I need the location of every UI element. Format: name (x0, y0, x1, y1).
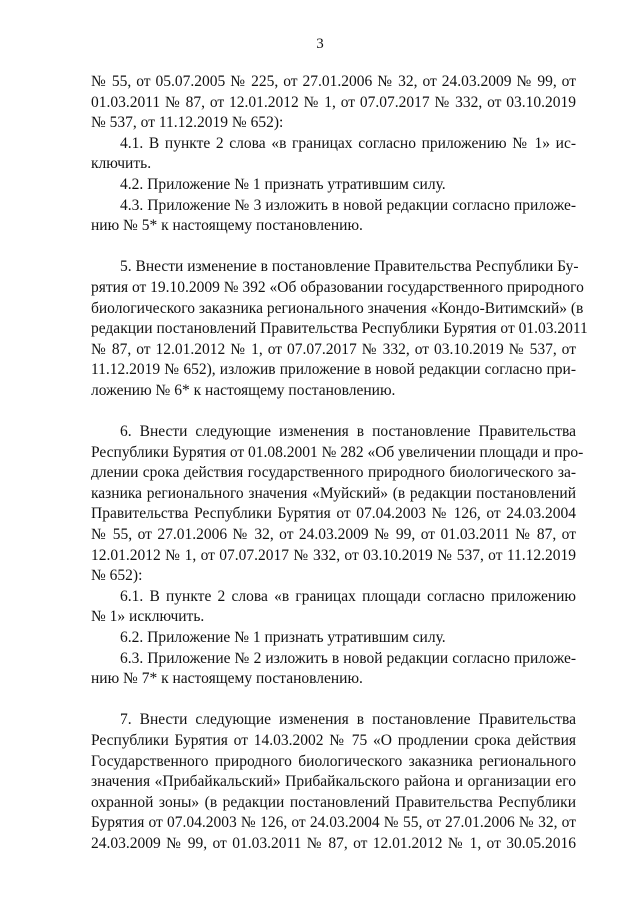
document-body (91, 72, 588, 855)
paragraph (91, 72, 576, 134)
paragraph (91, 422, 584, 587)
text-line: № 1» исключить. (91, 608, 205, 626)
text-line: 5. Внести изменение в постановление Правительства Республики Бу- (120, 258, 579, 276)
text-line: 4.3. Приложение № 3 изложить в новой редакции согласно приложе- (120, 196, 576, 214)
text-line: 4.2. Приложение № 1 признать утратившим силу. (120, 175, 446, 193)
paragraph (91, 587, 576, 628)
text-line: Республики Бурятия от 01.08.2001 № 282 «Об увеличении площади и про- (91, 443, 584, 461)
text-line: ключить. (91, 155, 152, 173)
paragraph-gap (91, 402, 576, 423)
text-line: охранной зоны» (в редакции постановлений Правительства Республики (91, 793, 576, 811)
text-line: длении срока действия государственного природного биологического за- (91, 464, 576, 482)
text-line: № 87, от 12.01.2012 № 1, от 07.07.2017 № 332, от 03.10.2019 № 537, от (91, 340, 576, 358)
text-line: № 537, от 11.12.2019 № 652): (91, 114, 284, 132)
text-line: нию № 7* к настоящему постановлению. (91, 670, 363, 688)
paragraph-gap (91, 237, 576, 258)
page-number: 3 (316, 36, 324, 52)
text-line: ложению № 6* к настоящему постановлению. (91, 381, 396, 399)
paragraph (91, 628, 576, 649)
text-line: казника регионального значения «Муйский» (в редакции постановлений (91, 484, 576, 502)
text-line: 6.3. Приложение № 2 изложить в новой редакции согласно приложе- (120, 649, 576, 667)
text-line: Государственного природного биологического заказника регионального (91, 752, 576, 770)
paragraph (91, 196, 576, 237)
text-line: Республики Бурятия от 14.03.2002 № 75 «О продлении срока действия (91, 732, 576, 749)
paragraph (91, 134, 576, 175)
text-line: 24.03.2009 № 99, от 01.03.2011 № 87, от 12.01.2012 № 1, от 30.05.2016 (91, 834, 576, 852)
text-line: 6. Внести следующие изменения в постановление Правительства (120, 423, 576, 441)
text-line: биологического заказника регионального значения «Кондо-Витимский» (в (91, 299, 584, 317)
paragraph (91, 710, 576, 854)
text-line: № 652): (91, 567, 143, 585)
text-line: рятия от 19.10.2009 № 392 «Об образовании государственного природного (91, 278, 584, 296)
text-line: 7. Внести следующие изменения в постановление Правительства (120, 711, 576, 729)
paragraph (91, 649, 576, 690)
text-line: 6.1. В пункте 2 слова «в границах площади согласно приложению (120, 587, 576, 605)
text-line: значения «Прибайкальский» Прибайкальского района и организации его (91, 773, 576, 791)
paragraph (91, 175, 576, 196)
text-line: № 55, от 27.01.2006 № 32, от 24.03.2009 № 99, от 01.03.2011 № 87, от (91, 526, 576, 544)
text-line: 12.01.2012 № 1, от 07.07.2017 № 332, от 03.10.2019 № 537, от 11.12.2019 (91, 546, 576, 564)
text-line: редакции постановлений Правительства Республики Бурятия от 01.03.2011 (91, 320, 588, 338)
text-line: 11.12.2019 № 652), изложив приложение в новой редакции согласно при- (91, 361, 576, 379)
paragraph-gap (91, 690, 576, 711)
text-line: 4.1. В пункте 2 слова «в границах согласно приложению № 1» ис- (120, 134, 576, 152)
text-line: нию № 5* к настоящему постановлению. (91, 217, 363, 235)
text-line: Бурятия от 07.04.2003 № 126, от 24.03.2004 № 55, от 27.01.2006 № 32, от (91, 814, 576, 832)
text-line: № 55, от 05.07.2005 № 225, от 27.01.2006 № 32, от 24.03.2009 № 99, от (91, 73, 576, 90)
paragraph (91, 257, 588, 401)
text-line: 01.03.2011 № 87, от 12.01.2012 № 1, от 07.07.2017 № 332, от 03.10.2019 (91, 93, 576, 111)
text-line: Правительства Республики Бурятия от 07.04.2003 № 126, от 24.03.2004 (91, 505, 576, 523)
text-line: 6.2. Приложение № 1 признать утратившим силу. (120, 629, 446, 647)
